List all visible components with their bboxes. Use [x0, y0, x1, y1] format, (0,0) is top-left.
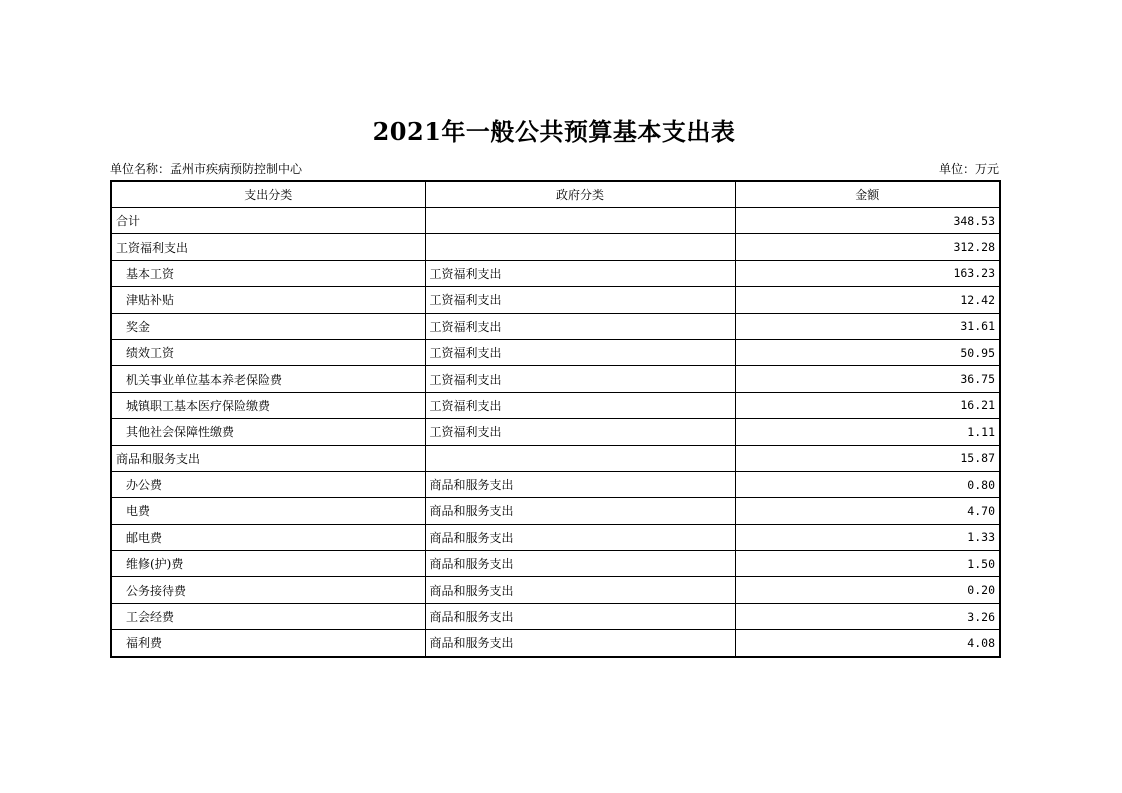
- row-amount-cell: 16.21: [735, 392, 1000, 418]
- row-amount-cell: 163.23: [735, 260, 1000, 286]
- row-amount-cell: 0.80: [735, 471, 1000, 497]
- table-row: [111, 603, 1000, 629]
- row-category-cell: 津贴补贴: [111, 287, 425, 313]
- row-gov-category-cell: 商品和服务支出: [425, 524, 735, 550]
- column-header-amount: 金额: [735, 181, 1000, 208]
- row-category-cell: 合计: [111, 208, 425, 234]
- row-gov-category-cell: 工资福利支出: [425, 392, 735, 418]
- row-category-cell: 办公费: [111, 471, 425, 497]
- row-amount-cell: 36.75: [735, 366, 1000, 392]
- row-amount-cell: 31.61: [735, 313, 1000, 339]
- row-amount-cell: 4.70: [735, 498, 1000, 524]
- row-gov-category-cell: 商品和服务支出: [425, 498, 735, 524]
- table-row: [111, 287, 1000, 313]
- row-amount-cell: 12.42: [735, 287, 1000, 313]
- table-row: [111, 419, 1000, 445]
- row-category-cell: 商品和服务支出: [111, 445, 425, 471]
- table-row: [111, 392, 1000, 418]
- row-amount-cell: 0.20: [735, 577, 1000, 603]
- table-row: [111, 471, 1000, 497]
- budget-table: [110, 180, 1001, 658]
- row-category-cell: 绩效工资: [111, 339, 425, 365]
- row-gov-category-cell: 商品和服务支出: [425, 471, 735, 497]
- page-title: 2021年一般公共预算基本支出表: [372, 117, 736, 146]
- row-gov-category-cell: [425, 234, 735, 260]
- row-amount-cell: 1.50: [735, 551, 1000, 577]
- row-amount-cell: 15.87: [735, 445, 1000, 471]
- row-category-cell: 福利费: [111, 630, 425, 657]
- row-gov-category-cell: 工资福利支出: [425, 419, 735, 445]
- row-category-cell: 电费: [111, 498, 425, 524]
- row-gov-category-cell: [425, 445, 735, 471]
- table-row: [111, 313, 1000, 339]
- row-gov-category-cell: 商品和服务支出: [425, 630, 735, 657]
- row-amount-cell: 4.08: [735, 630, 1000, 657]
- column-header-category: 支出分类: [111, 181, 425, 208]
- table-row: [111, 577, 1000, 603]
- row-gov-category-cell: 工资福利支出: [425, 339, 735, 365]
- table-row: [111, 208, 1000, 234]
- table-row: [111, 498, 1000, 524]
- table-row: [111, 524, 1000, 550]
- row-category-cell: 公务接待费: [111, 577, 425, 603]
- row-gov-category-cell: 工资福利支出: [425, 313, 735, 339]
- row-category-cell: 维修(护)费: [111, 551, 425, 577]
- row-gov-category-cell: 工资福利支出: [425, 287, 735, 313]
- table-row: [111, 260, 1000, 286]
- table-row: [111, 234, 1000, 260]
- column-header-gov-category: 政府分类: [425, 181, 735, 208]
- row-category-cell: 基本工资: [111, 260, 425, 286]
- row-gov-category-cell: 商品和服务支出: [425, 577, 735, 603]
- row-category-cell: 其他社会保障性缴费: [111, 419, 425, 445]
- row-category-cell: 奖金: [111, 313, 425, 339]
- row-amount-cell: 348.53: [735, 208, 1000, 234]
- row-amount-cell: 50.95: [735, 339, 1000, 365]
- row-amount-cell: 3.26: [735, 603, 1000, 629]
- table-row: [111, 551, 1000, 577]
- row-gov-category-cell: 工资福利支出: [425, 260, 735, 286]
- row-amount-cell: 1.33: [735, 524, 1000, 550]
- row-category-cell: 工会经费: [111, 603, 425, 629]
- unit-name-label: 单位名称：孟州市疾病预防控制中心: [110, 162, 303, 176]
- table-row: [111, 339, 1000, 365]
- currency-unit-label: 单位：万元: [938, 162, 999, 176]
- row-category-cell: 邮电费: [111, 524, 425, 550]
- table-row: [111, 630, 1000, 657]
- table-meta: [110, 160, 999, 178]
- row-category-cell: 机关事业单位基本养老保险费: [111, 366, 425, 392]
- table-row: [111, 366, 1000, 392]
- row-amount-cell: 1.11: [735, 419, 1000, 445]
- table-header-row: [111, 181, 1000, 208]
- row-amount-cell: 312.28: [735, 234, 1000, 260]
- row-category-cell: 城镇职工基本医疗保险缴费: [111, 392, 425, 418]
- row-gov-category-cell: 商品和服务支出: [425, 603, 735, 629]
- table-row: [111, 445, 1000, 471]
- row-category-cell: 工资福利支出: [111, 234, 425, 260]
- row-gov-category-cell: 商品和服务支出: [425, 551, 735, 577]
- row-gov-category-cell: [425, 208, 735, 234]
- row-gov-category-cell: 工资福利支出: [425, 366, 735, 392]
